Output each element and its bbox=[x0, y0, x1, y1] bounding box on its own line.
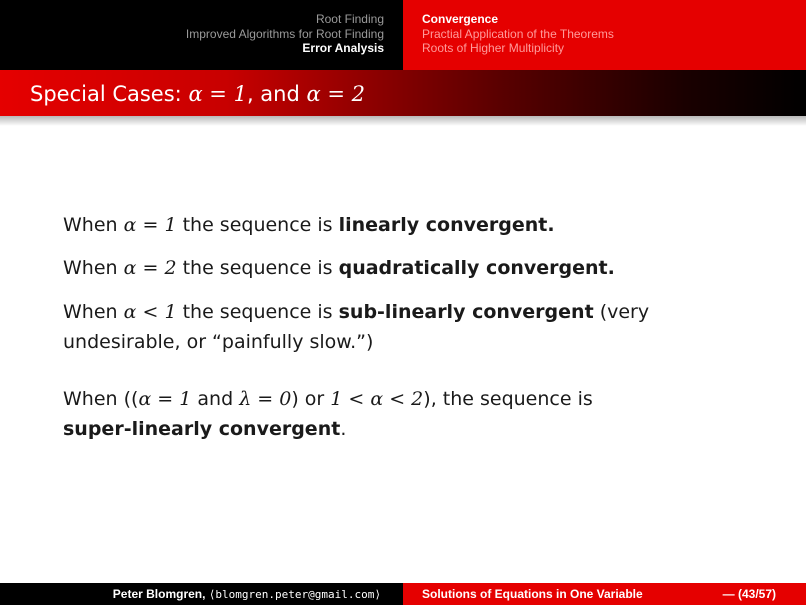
frame-title bbox=[30, 82, 365, 106]
emphasis-text: super-linearly convergent bbox=[63, 418, 341, 440]
math-expression: α = 2 bbox=[123, 257, 177, 279]
footer-page-number: — (43/57) bbox=[722, 587, 776, 601]
frame-title-math-alpha2: α = 2 bbox=[306, 82, 365, 106]
header-left-panel bbox=[0, 0, 403, 70]
header-bar bbox=[0, 0, 806, 70]
statement-linear bbox=[63, 210, 763, 253]
math-expression: α < 1 bbox=[123, 301, 177, 323]
math-expression: α = 1 bbox=[138, 388, 192, 410]
footer-bar bbox=[0, 583, 806, 605]
emphasis-text: linearly convergent. bbox=[338, 214, 555, 236]
statement-superlinear bbox=[63, 384, 763, 444]
math-expression: λ = 0 bbox=[239, 388, 292, 410]
statement-line bbox=[63, 297, 763, 327]
nav-section-root-finding[interactable]: Root Finding bbox=[315, 12, 384, 26]
statement-line bbox=[63, 384, 763, 414]
statement-text: When (( bbox=[63, 388, 139, 410]
statement-quadratic bbox=[63, 253, 763, 283]
subsection-nav bbox=[422, 12, 614, 56]
statement-text: When bbox=[63, 214, 124, 236]
statement-line: undesirable, or “painfully slow.”) bbox=[63, 331, 374, 353]
statement-text: the sequence is bbox=[176, 257, 339, 279]
statement-text: and bbox=[191, 388, 240, 410]
frame-title-math-alpha1: α = 1 bbox=[188, 82, 247, 106]
statement-text: ), the sequence is bbox=[423, 388, 593, 410]
frame-title-prefix: Special Cases: bbox=[30, 82, 189, 106]
author-name: Peter Blomgren, bbox=[112, 587, 209, 601]
nav-section-improved-algorithms[interactable]: Improved Algorithms for Root Finding bbox=[185, 26, 384, 41]
footer-left-panel bbox=[0, 583, 403, 605]
statement-text: (very bbox=[593, 301, 650, 323]
nav-subsection-higher-multiplicity[interactable]: Roots of Higher Multiplicity bbox=[422, 41, 565, 55]
statement-text: . bbox=[340, 418, 347, 440]
author-email[interactable]: ⟨blomgren.peter@gmail.com⟩ bbox=[208, 588, 381, 601]
slide-body bbox=[63, 210, 763, 444]
statement-text: When bbox=[63, 257, 124, 279]
math-expression: 1 < α < 2 bbox=[330, 388, 424, 410]
frame-title-and: , and bbox=[246, 82, 307, 106]
frame-title-shadow bbox=[0, 116, 806, 126]
nav-subsection-practical-application[interactable]: Practial Application of the Theorems bbox=[422, 26, 614, 41]
section-nav bbox=[186, 12, 384, 56]
statement-text: ) or bbox=[291, 388, 331, 410]
statement-line bbox=[63, 414, 763, 444]
footer-author bbox=[113, 587, 381, 601]
frame-title-bar bbox=[0, 70, 806, 116]
emphasis-text: quadratically convergent. bbox=[338, 257, 615, 279]
statement-text: the sequence is bbox=[176, 214, 339, 236]
nav-section-error-analysis[interactable]: Error Analysis bbox=[302, 41, 384, 55]
nav-subsection-convergence[interactable]: Convergence bbox=[422, 12, 499, 26]
footer-presentation-title: Solutions of Equations in One Variable bbox=[422, 587, 643, 601]
math-expression: α = 1 bbox=[123, 214, 177, 236]
statement-sublinear bbox=[63, 297, 763, 357]
statement-text: When bbox=[63, 301, 124, 323]
emphasis-text: sub-linearly convergent bbox=[338, 301, 594, 323]
statement-text: the sequence is bbox=[176, 301, 339, 323]
footer-right-panel bbox=[403, 583, 806, 605]
header-right-panel bbox=[403, 0, 806, 70]
